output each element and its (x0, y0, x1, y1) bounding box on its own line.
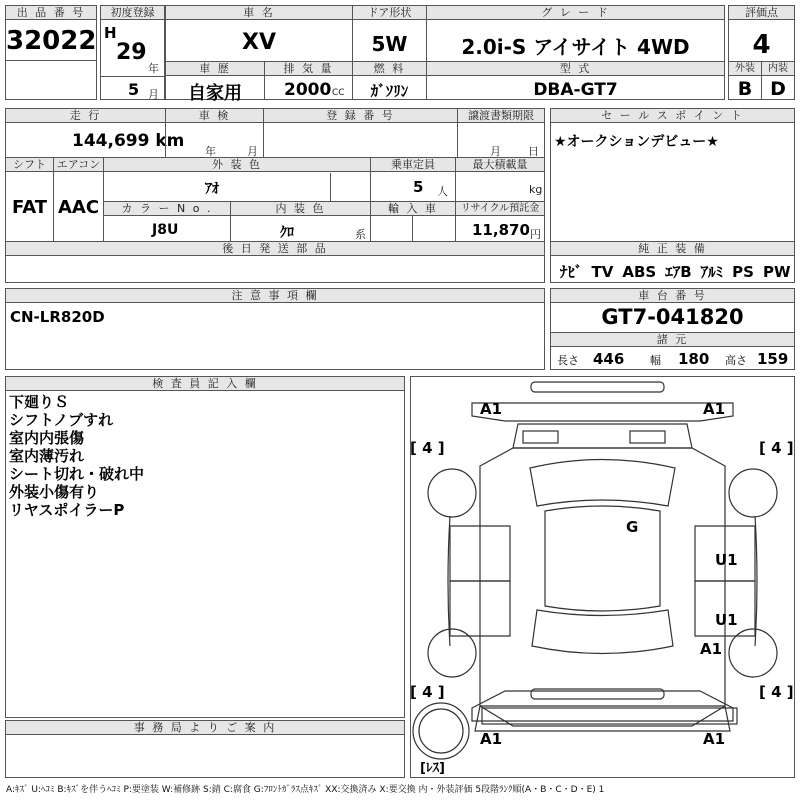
aircon-label: エアコン (54, 158, 103, 172)
interior-grade: D (770, 78, 786, 100)
damage-mark: A1 (480, 730, 503, 748)
interior-label: 内装 (762, 62, 794, 76)
car-diagram (410, 376, 795, 778)
aircon: AAC (57, 197, 100, 218)
tire-rr: [ 4 ] (759, 683, 794, 701)
body-outline (480, 448, 725, 726)
reg-month: 5 (128, 80, 140, 99)
remark-line: リヤスポイラーP (9, 501, 125, 519)
damage-mark: G (626, 518, 639, 536)
mileage-label: 走 行 (6, 109, 165, 123)
grade-label: グ レ ー ド (427, 6, 724, 20)
length: 446 (593, 350, 625, 368)
reg-year: 29 (116, 40, 147, 65)
name-label: 車 名 (166, 6, 352, 20)
int-color-unit: 系 (355, 228, 366, 241)
wheel-fr (729, 469, 777, 517)
headlight-left (523, 431, 558, 443)
damage-mark: A1 (480, 400, 503, 418)
displacement: 2000 (284, 80, 332, 100)
office-label: 事 務 局 よ り ご 案 内 (6, 721, 404, 735)
inspector-remarks (9, 393, 144, 519)
rear-glass (532, 610, 673, 654)
wheel-fl (428, 469, 476, 517)
tire-fl: [ 4 ] (410, 439, 445, 457)
width: 180 (678, 350, 710, 368)
damage-mark: U1 (715, 551, 738, 569)
equip-item: ｱﾙﾐ (700, 263, 724, 281)
damage-mark: A1 (700, 640, 723, 658)
color-no-label: カ ラ ー N o . (104, 202, 230, 216)
chassis-label: 車 台 番 号 (551, 289, 794, 303)
transfer-day-unit: 日 (528, 145, 539, 158)
score-label: 評価点 (729, 6, 794, 20)
transfer-label: 譲渡書類期限 (458, 109, 544, 123)
equip-item: ﾅﾋﾞ (560, 263, 583, 281)
damage-mark: A1 (703, 730, 726, 748)
notes-label: 注 意 事 項 欄 (6, 289, 544, 303)
spare-label: [ﾚｽ] (420, 761, 445, 776)
inspection-month-unit: 月 (247, 145, 258, 158)
car-name: XV (242, 30, 276, 55)
legend: A:ｷｽﾞ U:ﾍｺﾐ B:ｷｽﾞを伴うﾍｺﾐ P:要塗装 W:補修跡 S:錆 C:腐食 G:ﾌﾛﾝﾄｶﾞﾗｽ点ｷｽﾞ XX:交換済み X:要交換 内・外装評価 5段階ﾗﾝｸ順(A・B・C・D・E) 1 (6, 785, 605, 795)
model-label: 型 式 (427, 62, 724, 76)
equipment-label: 純 正 装 備 (551, 242, 794, 256)
color-no: J8U (152, 222, 179, 238)
equip-item: PS (732, 263, 754, 281)
fuel: ｶﾞｿﾘﾝ (370, 82, 409, 100)
lot-label: 出 品 番 号 (6, 6, 96, 20)
int-color-label: 内 装 色 (231, 202, 370, 216)
remark-line: シート切れ・破れ中 (9, 465, 145, 483)
capacity: 5 (413, 178, 424, 196)
front-bumper (531, 382, 664, 392)
tire-fr: [ 4 ] (759, 439, 794, 457)
inspector-label: 検 査 員 記 入 欄 (6, 377, 404, 391)
remark-line: シフトノブすれ (9, 411, 114, 429)
score: 4 (752, 30, 771, 60)
remark-line: 下廻りＳ (9, 393, 70, 411)
chassis-no: GT7-041820 (601, 305, 744, 329)
remark-line: 室内内張傷 (9, 429, 85, 447)
shift: FAT (11, 197, 48, 218)
history: 自家用 (188, 83, 242, 104)
import-label: 輸 入 車 (371, 202, 455, 216)
mileage: 144,699 km (72, 131, 185, 151)
sales-point: ★オークションデビュー★ (554, 134, 719, 150)
recycle-label: リサイクル預託金 (456, 202, 544, 216)
transfer-month-unit: 月 (490, 145, 501, 158)
equip-item: PW (762, 263, 791, 281)
equipment (560, 261, 791, 282)
history-label: 車 歴 (166, 62, 264, 76)
first-reg-label: 初度登録 (101, 6, 164, 20)
recycle-unit: 円 (530, 228, 541, 241)
lot-number: 32022 (6, 26, 97, 56)
reg-year-unit: 年 (148, 62, 159, 75)
headlight-right (630, 431, 665, 443)
door-label: ドア形状 (353, 6, 426, 20)
equip-item: ｴｱB (665, 263, 692, 281)
cc-unit: CC (332, 88, 345, 98)
front-bumper-outline (472, 403, 733, 421)
height: 159 (757, 350, 789, 368)
damage-mark: A1 (703, 400, 726, 418)
remark-line: 外装小傷有り (9, 483, 100, 501)
reg-no-label: 登 録 番 号 (264, 109, 457, 123)
height-label: 高さ (725, 354, 747, 367)
tire-rl: [ 4 ] (410, 683, 445, 701)
int-color: ｸﾛ (280, 225, 294, 241)
spare-tire (413, 703, 469, 759)
shift-label: シフト (6, 158, 53, 172)
model-code: DBA-GT7 (533, 80, 618, 100)
damage-mark: U1 (715, 611, 738, 629)
color: ｱｵ (205, 181, 219, 197)
sales-label: セ ー ル ス ポ イ ン ト (551, 109, 794, 123)
equip-item: TV (591, 263, 614, 281)
load-unit: kg (529, 183, 543, 196)
windshield (530, 460, 675, 507)
rear-gate (475, 706, 730, 731)
equip-item: ABS (622, 263, 657, 281)
displacement-label: 排 気 量 (265, 62, 352, 76)
exterior-label: 外装 (729, 62, 761, 76)
width-label: 幅 (650, 354, 661, 367)
dims-label: 諸 元 (551, 333, 794, 347)
door-type: 5W (371, 32, 408, 56)
grade: 2.0i-S アイサイト 4WD (461, 35, 690, 59)
color-label: 外 装 色 (104, 158, 370, 172)
remark-line: 室内薄汚れ (9, 447, 85, 465)
inspection-year-unit: 年 (205, 145, 216, 158)
exterior-grade: B (737, 78, 753, 100)
length-label: 長さ (557, 354, 579, 367)
later-parts-label: 後 日 発 送 部 品 (6, 242, 544, 256)
capacity-label: 乗車定員 (371, 158, 455, 172)
inspection-label: 車 検 (166, 109, 263, 123)
load-label: 最大積載量 (456, 158, 544, 172)
capacity-unit: 人 (437, 185, 448, 198)
reg-month-unit: 月 (148, 88, 159, 101)
notes-text: CN-LR820D (10, 308, 105, 326)
roof (545, 506, 660, 611)
reg-era: H (104, 24, 117, 42)
recycle: 11,870 (472, 221, 530, 239)
fuel-label: 燃 料 (353, 62, 426, 76)
